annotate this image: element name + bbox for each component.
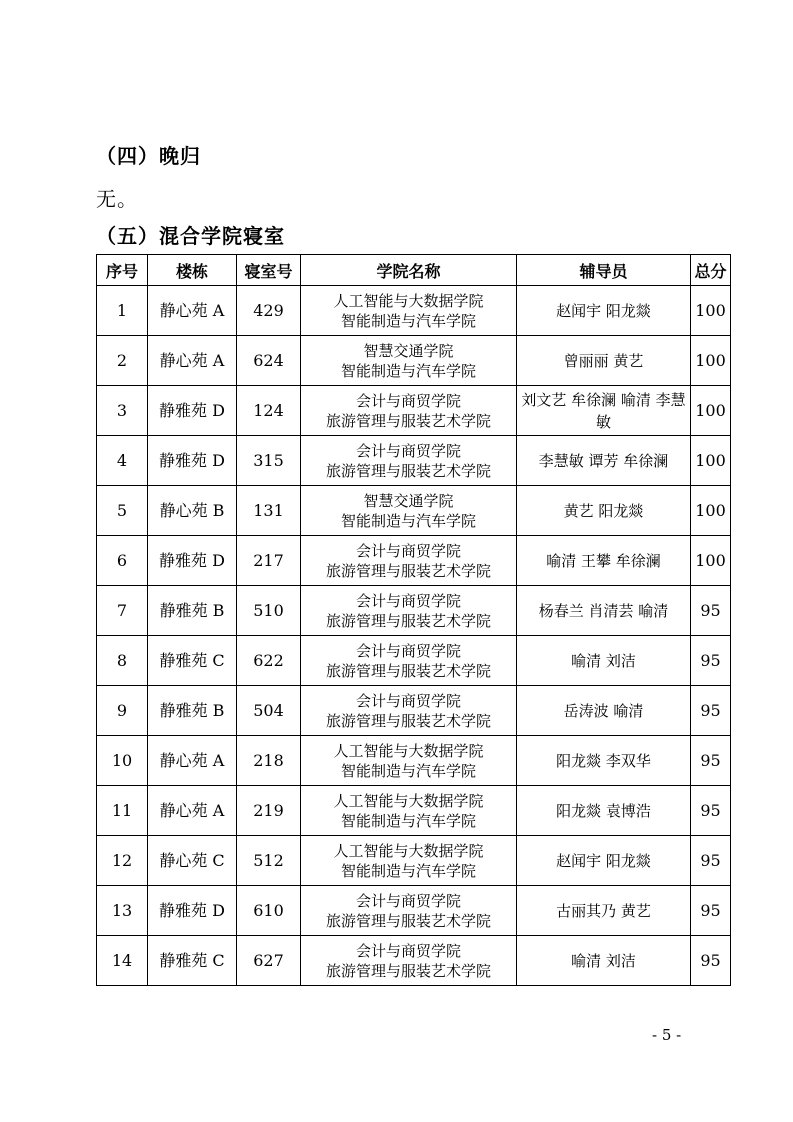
- cell-room: 124: [237, 386, 301, 436]
- cell-score: 100: [691, 536, 731, 586]
- cell-college: [301, 286, 517, 336]
- cell-counselor: 喻清 王攀 牟徐澜: [517, 536, 691, 586]
- mixed-college-dorm-table: [96, 254, 731, 986]
- college-name-line: 会计与商贸学院: [355, 541, 461, 560]
- header-no: 序号: [97, 255, 148, 286]
- cell-college: [301, 936, 517, 986]
- college-name-line: 旅游管理与服装艺术学院: [325, 961, 491, 980]
- table-row: [97, 286, 731, 336]
- cell-no: 9: [97, 686, 148, 736]
- cell-room: 218: [237, 736, 301, 786]
- cell-counselor: 曾丽丽 黄艺: [517, 336, 691, 386]
- cell-college: [301, 336, 517, 386]
- cell-room: 217: [237, 536, 301, 586]
- table-row: [97, 386, 731, 436]
- header-counselor: 辅导员: [517, 255, 691, 286]
- table-row: [97, 636, 731, 686]
- cell-counselor: 喻清 刘洁: [517, 636, 691, 686]
- section-heading-mixed-dorms: （五）混合学院寝室: [96, 224, 285, 248]
- cell-building: 静心苑 C: [148, 836, 237, 886]
- cell-no: 1: [97, 286, 148, 336]
- cell-building: 静雅苑 D: [148, 886, 237, 936]
- college-name-line: 会计与商贸学院: [355, 891, 461, 910]
- section-body-none: 无。: [96, 187, 138, 211]
- cell-score: 100: [691, 386, 731, 436]
- cell-score: 95: [691, 636, 731, 686]
- cell-building: 静雅苑 D: [148, 436, 237, 486]
- college-name-line: 智能制造与汽车学院: [340, 861, 476, 880]
- cell-score: 100: [691, 486, 731, 536]
- college-name-line: 智能制造与汽车学院: [340, 761, 476, 780]
- cell-counselor: 赵闻宇 阳龙燚: [517, 286, 691, 336]
- cell-counselor: 赵闻宇 阳龙燚: [517, 836, 691, 886]
- cell-room: 315: [237, 436, 301, 486]
- cell-no: 10: [97, 736, 148, 786]
- cell-room: 622: [237, 636, 301, 686]
- cell-building: 静雅苑 B: [148, 686, 237, 736]
- cell-room: 219: [237, 786, 301, 836]
- cell-college: [301, 536, 517, 586]
- cell-score: 100: [691, 436, 731, 486]
- table-row: [97, 336, 731, 386]
- cell-building: 静雅苑 D: [148, 536, 237, 586]
- cell-college: [301, 686, 517, 736]
- college-name-line: 旅游管理与服装艺术学院: [325, 611, 491, 630]
- cell-counselor: 杨春兰 肖清芸 喻清: [517, 586, 691, 636]
- cell-no: 5: [97, 486, 148, 536]
- cell-college: [301, 636, 517, 686]
- college-name-line: 旅游管理与服装艺术学院: [325, 461, 491, 480]
- cell-score: 95: [691, 836, 731, 886]
- cell-building: 静心苑 A: [148, 286, 237, 336]
- cell-room: 610: [237, 886, 301, 936]
- cell-no: 13: [97, 886, 148, 936]
- college-name-line: 人工智能与大数据学院: [333, 841, 484, 860]
- cell-room: 131: [237, 486, 301, 536]
- cell-counselor: 李慧敏 谭芳 牟徐澜: [517, 436, 691, 486]
- section-heading-late-return: （四）晚归: [96, 144, 201, 168]
- college-name-line: 旅游管理与服装艺术学院: [325, 711, 491, 730]
- header-score: 总分: [691, 255, 731, 286]
- cell-no: 3: [97, 386, 148, 436]
- cell-room: 510: [237, 586, 301, 636]
- cell-college: [301, 886, 517, 936]
- cell-building: 静心苑 A: [148, 736, 237, 786]
- cell-score: 100: [691, 336, 731, 386]
- cell-score: 95: [691, 736, 731, 786]
- cell-counselor: 岳涛波 喻清: [517, 686, 691, 736]
- college-name-line: 智能制造与汽车学院: [340, 311, 476, 330]
- cell-no: 2: [97, 336, 148, 386]
- cell-score: 95: [691, 686, 731, 736]
- cell-score: 100: [691, 286, 731, 336]
- page-number: - 5 -: [652, 1026, 682, 1044]
- cell-counselor: 古丽其乃 黄艺: [517, 886, 691, 936]
- cell-college: [301, 836, 517, 886]
- cell-building: 静雅苑 C: [148, 936, 237, 986]
- cell-building: 静心苑 A: [148, 786, 237, 836]
- table-row: [97, 836, 731, 886]
- college-name-line: 会计与商贸学院: [355, 591, 461, 610]
- cell-no: 4: [97, 436, 148, 486]
- cell-room: 429: [237, 286, 301, 336]
- college-name-line: 会计与商贸学院: [355, 691, 461, 710]
- college-name-line: 旅游管理与服装艺术学院: [325, 911, 491, 930]
- college-name-line: 智慧交通学院: [363, 341, 454, 360]
- table-row: [97, 436, 731, 486]
- cell-no: 8: [97, 636, 148, 686]
- cell-score: 95: [691, 786, 731, 836]
- header-building: 楼栋: [148, 255, 237, 286]
- cell-building: 静心苑 A: [148, 336, 237, 386]
- table-row: [97, 586, 731, 636]
- college-name-line: 人工智能与大数据学院: [333, 791, 484, 810]
- college-name-line: 智慧交通学院: [363, 491, 454, 510]
- table-row: [97, 786, 731, 836]
- cell-college: [301, 586, 517, 636]
- cell-no: 14: [97, 936, 148, 986]
- cell-building: 静雅苑 B: [148, 586, 237, 636]
- college-name-line: 旅游管理与服装艺术学院: [325, 661, 491, 680]
- table-row: [97, 886, 731, 936]
- college-name-line: 智能制造与汽车学院: [340, 511, 476, 530]
- header-room: 寝室号: [237, 255, 301, 286]
- cell-counselor: 黄艺 阳龙燚: [517, 486, 691, 536]
- table-row: [97, 486, 731, 536]
- college-name-line: 会计与商贸学院: [355, 941, 461, 960]
- cell-college: [301, 736, 517, 786]
- header-college: 学院名称: [301, 255, 517, 286]
- table-row: [97, 936, 731, 986]
- cell-counselor: 喻清 刘洁: [517, 936, 691, 986]
- cell-building: 静心苑 B: [148, 486, 237, 536]
- table-header-row: [97, 255, 731, 286]
- cell-room: 627: [237, 936, 301, 986]
- cell-no: 11: [97, 786, 148, 836]
- cell-building: 静雅苑 C: [148, 636, 237, 686]
- cell-room: 504: [237, 686, 301, 736]
- cell-counselor: 阳龙燚 袁博浩: [517, 786, 691, 836]
- college-name-line: 会计与商贸学院: [355, 391, 461, 410]
- table-body: [97, 286, 731, 986]
- college-name-line: 智能制造与汽车学院: [340, 811, 476, 830]
- cell-college: [301, 386, 517, 436]
- college-name-line: 智能制造与汽车学院: [340, 361, 476, 380]
- cell-room: 512: [237, 836, 301, 886]
- cell-building: 静雅苑 D: [148, 386, 237, 436]
- table-row: [97, 686, 731, 736]
- college-name-line: 旅游管理与服装艺术学院: [325, 411, 491, 430]
- cell-score: 95: [691, 586, 731, 636]
- college-name-line: 会计与商贸学院: [355, 441, 461, 460]
- cell-counselor: 阳龙燚 李双华: [517, 736, 691, 786]
- cell-college: [301, 486, 517, 536]
- cell-room: 624: [237, 336, 301, 386]
- table-row: [97, 536, 731, 586]
- cell-no: 6: [97, 536, 148, 586]
- cell-no: 7: [97, 586, 148, 636]
- cell-college: [301, 436, 517, 486]
- college-name-line: 旅游管理与服装艺术学院: [325, 561, 491, 580]
- college-name-line: 人工智能与大数据学院: [333, 741, 484, 760]
- college-name-line: 人工智能与大数据学院: [333, 291, 484, 310]
- college-name-line: 会计与商贸学院: [355, 641, 461, 660]
- cell-score: 95: [691, 936, 731, 986]
- cell-no: 12: [97, 836, 148, 886]
- cell-score: 95: [691, 886, 731, 936]
- table-row: [97, 736, 731, 786]
- cell-college: [301, 786, 517, 836]
- cell-counselor: 刘文艺 牟徐澜 喻清 李慧敏: [517, 386, 691, 436]
